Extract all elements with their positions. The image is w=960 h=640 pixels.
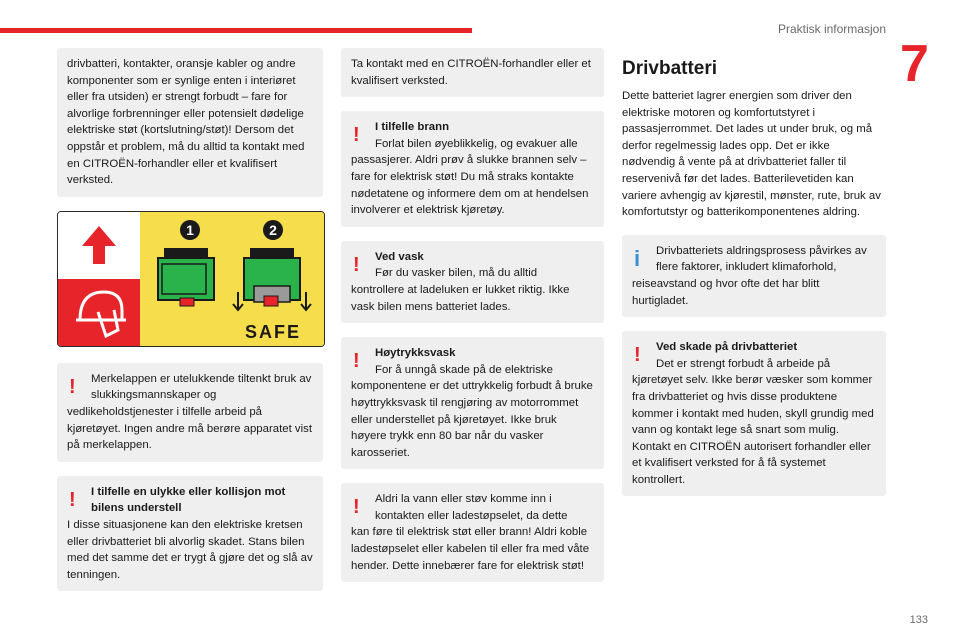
info-rest: reiseavstand og hvor ofte det har blitt hurtigladet. (632, 277, 820, 307)
warning-exclamation-icon: ! (353, 350, 360, 373)
section-heading: Drivbatteri (622, 58, 718, 79)
pressure-warning-box (341, 337, 604, 469)
fire-title: I tilfelle brann (375, 121, 450, 134)
intro-box (57, 48, 323, 197)
warning-label-rest: vedlikeholdstjenester i tilfelle arbeid på kjøretøyet. Ingen andre må berøre apparatet vist på merkelappen. (67, 405, 313, 452)
fire-first: Forlat bilen øyeblikkelig, og evakuer alle (375, 137, 578, 150)
fire-warning-box (341, 111, 604, 227)
warning-label-box (57, 363, 323, 462)
warning-exclamation-icon: ! (353, 124, 360, 147)
accident-text: I disse situasjonene kan den elektriske kretsen eller drivbatteriet bli alvorlig skadet. Stans bilen med det samme det er trygt å gjøre det og slå av tenningen. (67, 518, 313, 581)
connector-device-1-icon (158, 248, 214, 306)
wash-title: Ved vask (375, 250, 424, 263)
damage-rest: kjøretøyet selv. Ikke berør væsker som kommer fra drivbatteriet og hvis disse produktene kommer i kontakt med huden, skyll grundig med vann og kontakt lege så snart som mulig. Kontakt en CITROËN autorisert forhandler eller et kvalifisert verksted for å få systemet kontrollert. (632, 374, 874, 486)
warning-exclamation-icon: ! (69, 488, 76, 511)
badge-2-text: 2 (269, 221, 277, 238)
left-column (57, 48, 323, 605)
info-box (622, 235, 886, 317)
battery-paragraph: Dette batteriet lagrer energien som driver den elektriske motoren og komfortutstyret i passasjerrommet. Det lades ut under bruk, og må derfor regelmessig lades opp. Det er ikke nødvendig å vente på at drivbatteriet faller til reservenivå før det lades. Batterilevetiden kan variere avhengig av kjørestil, mønster, rute, bruk av komfortutstyr og batterikomponentenes aldring. (622, 90, 881, 219)
pressure-rest: komponentene er det uttrykkelig forbudt å bruke høyttrykksvask til rengjøring av motorrommet eller understellet på kjøretøyet. Ikke bruk høyere trykk enn 80 bar når du vasker karosseriet. (351, 380, 593, 459)
accident-title: I tilfelle en ulykke eller kollisjon mot bilens understell (91, 485, 286, 515)
wash-rest: kontrollere at ladeluken er lukket riktig. Ikke vask bilen mens batteriet lades. (351, 283, 570, 313)
accident-warning-box (57, 476, 323, 592)
safe-text: SAFE (244, 321, 302, 342)
safety-label-graphic (58, 212, 324, 346)
wash-warning-box (341, 241, 604, 323)
warning-exclamation-icon: ! (353, 253, 360, 276)
info-first: Drivbatteriets aldringsprosess påvirkes av flere faktorer, inkludert klimaforhold, (656, 244, 867, 274)
warning-label-first: Merkelappen er utelukkende tiltenkt bruk av slukkingsmannskaper og (91, 372, 312, 402)
pressure-title: Høytrykksvask (375, 347, 456, 360)
water-rest: kan føre til elektrisk støt eller brann! Aldri koble ladestøpselet eller kabelen til eller fra med våte hender. Dette innebærer fare for elektrisk støt! (351, 526, 590, 572)
header-accent-bar (0, 28, 472, 33)
pressure-first: For å unngå skade på de elektriske (375, 363, 553, 376)
info-icon: i (634, 245, 641, 271)
contact-box (341, 48, 604, 97)
middle-column (341, 48, 604, 596)
damage-warning-box (622, 331, 886, 496)
intro-text: drivbatteri, kontakter, oransje kabler og andre komponenter som er synlige enten i interiøret eller fra utsiden) er strengt forbudt – fare for alvorlige forbrenninger eller potensielt dødelige elektriske støt (kortslutning/støt)! Dersom det oppstår et problem, må du alltid ta kontakt med en CITROËN-forhandler eller et kvalifisert verksted. (67, 58, 305, 187)
damage-first: Det er strengt forbudt å arbeide på (656, 357, 831, 370)
badge-1-text: 1 (186, 221, 194, 238)
water-first: Aldri la vann eller støv komme inn i kontakten eller ladestøpselet, da dette (375, 493, 568, 522)
warning-exclamation-icon: ! (69, 375, 76, 398)
fire-rest: passasjerer. Aldri prøv å slukke brannen selv – fare for elektrisk støt! Du må straks kontakte nødetatene og informere dem om at hendelsen involverer et elektrisk kjøretøy. (351, 154, 589, 217)
right-column (622, 48, 886, 510)
damage-title: Ved skade på drivbatteriet (656, 341, 798, 354)
warning-exclamation-icon: ! (353, 496, 360, 519)
safety-label-image (57, 211, 325, 347)
chapter-number: 7 (900, 35, 929, 93)
water-warning-box (341, 483, 604, 582)
warning-exclamation-icon: ! (634, 344, 641, 367)
contact-text: Ta kontakt med en CITROËN-forhandler eller et kvalifisert verksted. (351, 58, 591, 87)
page-number: 133 (909, 614, 928, 626)
connector-device-2-icon (233, 248, 311, 310)
section-title: Praktisk informasjon (777, 22, 886, 36)
wash-first: Før du vasker bilen, må du alltid (375, 267, 538, 280)
